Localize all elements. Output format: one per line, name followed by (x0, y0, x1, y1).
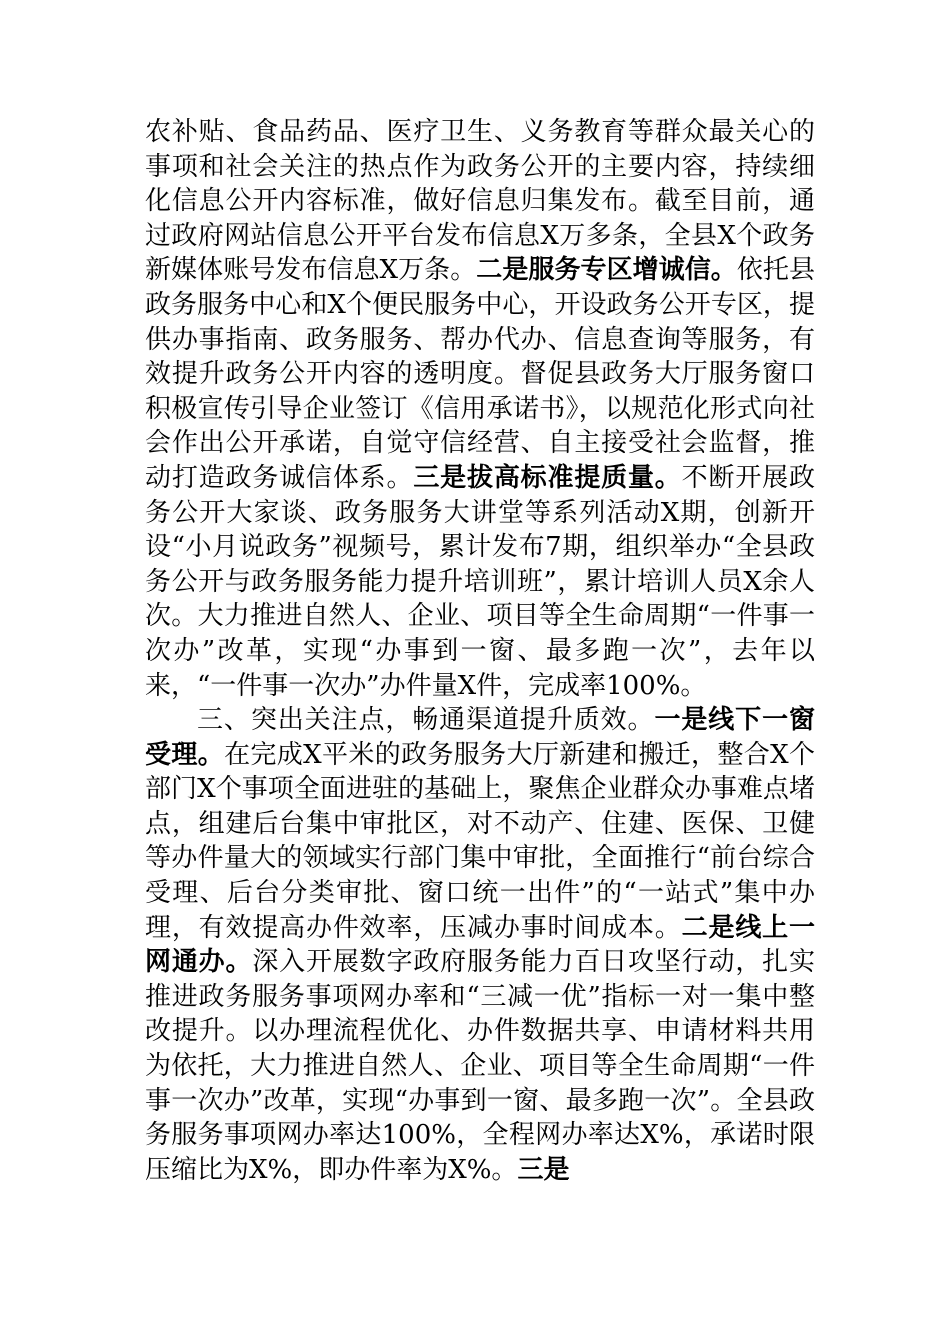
paragraph-1-heading-2: 二是服务专区增诚信。 (476, 255, 737, 286)
document-body (145, 115, 815, 1187)
paragraph-2-heading-1: 一是线下一窗受理。 (145, 705, 815, 770)
paragraph-2-heading-3: 三是 (517, 1154, 570, 1185)
paragraph-2-heading-2: 二是线上一网通办。 (145, 912, 815, 978)
paragraph-1-text-3: 不断开展政务公开大家谈、政务服务大讲堂等系列活动X期，创新开设“小月说政务”视频号，累计发布7期，组织举办“全县政务公开与政务服务能力提升培训班”，累计培训人员X余人次。大力推进自然人、企业、项目等全生命周期“一件事一次办”改革，实现“办事到一窗、最多跑一次”，去年以来，“一件事一次办”办件量X件，完成率100%。 (145, 462, 815, 701)
paragraph-2 (145, 703, 815, 1187)
paragraph-1-text-2: 依托县政务服务中心和X个便民服务中心，开设政务公开专区，提供办事指南、政务服务、帮办代办、信息查询等服务，有效提升政务公开内容的透明度。督促县政务大厅服务窗口积极宣传引导企业签订《信用承诺书》，以规范化形式向社会作出公开承诺，自觉守信经营、自主接受社会监督，推动打造政务诚信体系。 (145, 255, 815, 493)
paragraph-2-text-1: 在完成X平米的政务服务大厅新建和搬迁，整合X个部门X个事项全面进驻的基础上，聚焦企业群众办事难点堵点，组建后台集中审批区，对不动产、住建、医保、卫健等办件量大的领域实行部门集中审批，全面推行“前台综合受理、后台分类审批、窗口统一出件”的“一站式”集中办理，有效提高办件效率，压减办事时间成本。 (145, 739, 815, 943)
paragraph-2-section-heading: 三、突出关注点，畅通渠道提升质效。 (197, 705, 655, 736)
paragraph-2-text-2: 深入开展数字政府服务能力百日攻坚行动，扎实推进政务服务事项网办率和“三减一优”指标一对一集中整改提升。以办理流程优化、办件数据共享、申请材料共用为依托，大力推进自然人、企业、项目等全生命周期“一件事一次办”改革，实现“办事到一窗、最多跑一次”。全县政务服务事项网办率达100%，全程网办率达X%，承诺时限压缩比为X%，即办件率为X%。 (145, 947, 815, 1185)
paragraph-1-heading-3: 三是拔高标准提质量。 (413, 462, 682, 493)
paragraph-1-text-1: 农补贴、食品药品、医疗卫生、义务教育等群众最关心的事项和社会关注的热点作为政务公开的主要内容，持续细化信息公开内容标准，做好信息归集发布。截至目前，通过政府网站信息公开平台发布信息X万多条，全县X个政务新媒体账号发布信息X万条。 (145, 117, 815, 286)
paragraph-1 (145, 115, 815, 703)
